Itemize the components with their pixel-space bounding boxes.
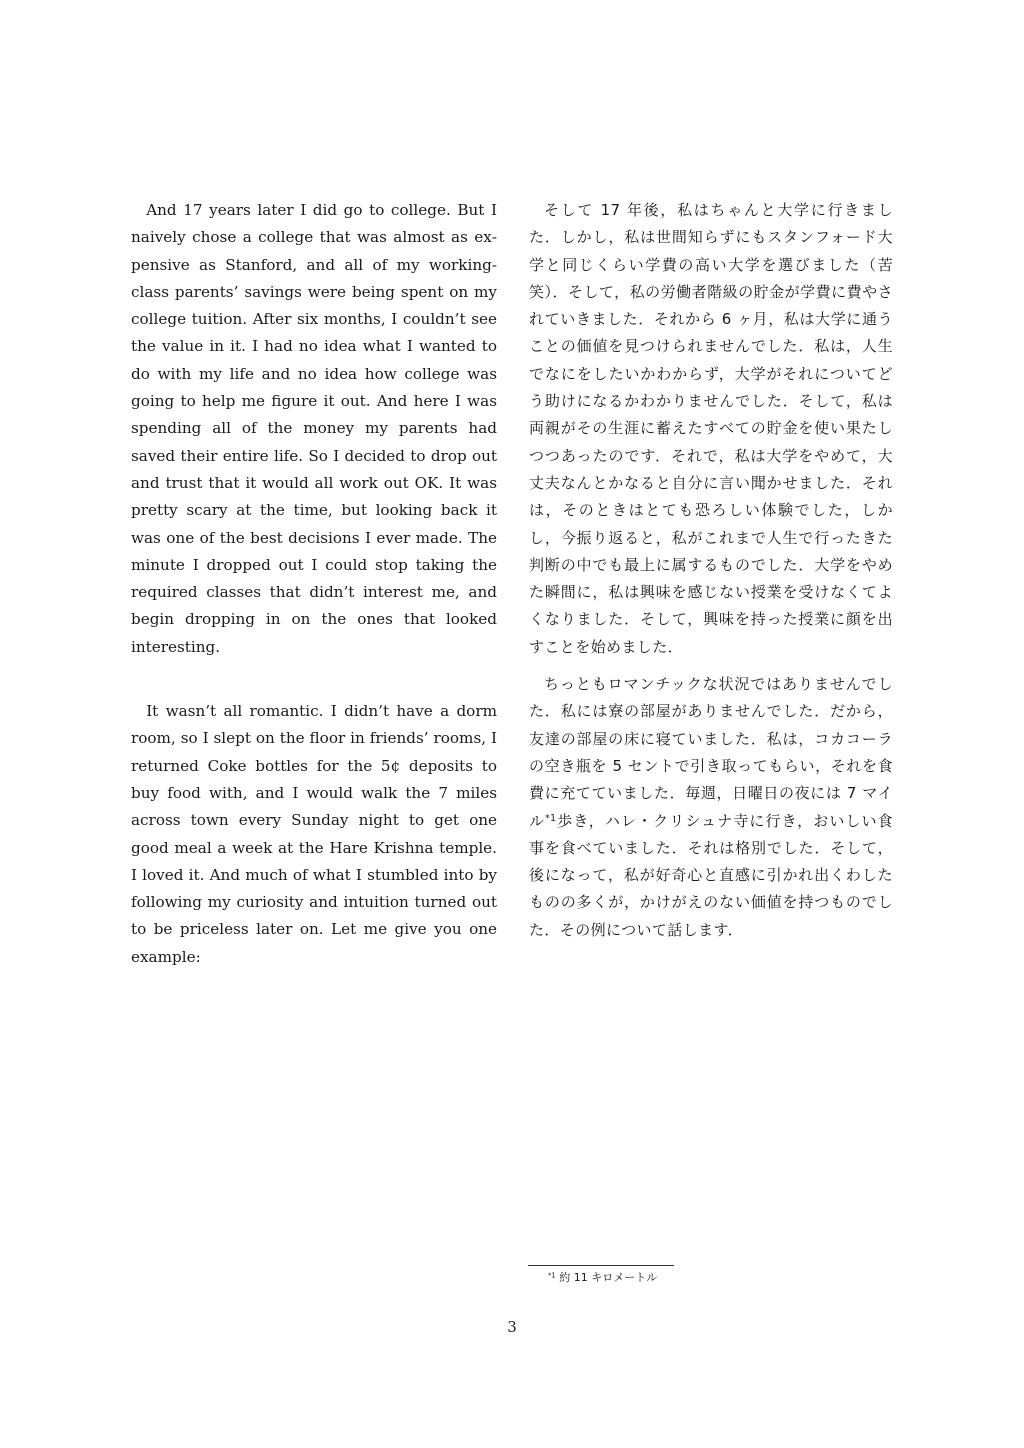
page-number: 3 <box>507 1318 517 1336</box>
english-column <box>131 197 497 971</box>
japanese-paragraph-2 <box>529 671 893 944</box>
footnote-reference[interactable]: *1 <box>545 812 557 824</box>
footnote <box>548 1270 657 1286</box>
japanese-paragraph-1: そして 17 年後，私はちゃんと大学に行きました．しかし，私は世間知らずにもスタンフォード大学と同じくらい学費の高い大学を選びました（苦笑）．そして，私の労働者階級の貯金が学費に費やされていきました．それから 6 ヶ月，私は大学に通うことの価値を見つけられませんでした．私は，人生でなにをしたいかわからず，大学がそれについてどう助けになるかわかりませんでした．そして，私は両親がその生涯に蓄えたすべての貯金を使い果たしつつあったのです．それで，私は大学をやめて，大丈夫なんとかなると自分に言い聞かせました．それは，そのときはとても恐ろしい体験でした，しかし，今振り返ると，私がこれまで人生で行ったきた判断の中でも最上に属するものでした．大学をやめた瞬間に，私は興味を感じない授業を受けなくてよくなりました．そして，興味を持った授業に顔を出すことを始めました． <box>529 201 893 656</box>
japanese-column <box>529 197 893 944</box>
footnote-mark: *1 <box>548 1271 556 1280</box>
footnote-text: 約 11 キロメートル <box>559 1271 658 1284</box>
english-paragraph-1: And 17 years later I did go to college. But I naively chose a college that was almost as expensive as Stanford, and all of my working-class parents’ savings were being spent on my college tuition. After six months, I couldn’t see the value in it. I had no idea what I wanted to do with my life and no idea how college was going to help me figure it out. And here I was spending all of the money my parents had saved their entire life. So I decided to drop out and trust that it would all work out OK. It was pretty scary at the time, but looking back it was one of the best decisions I ever made. The minute I dropped out I could stop taking the required classes that didn’t interest me, and begin dropping in on the ones that looked interesting. <box>131 201 497 656</box>
japanese-paragraph-2-part-1: ちっともロマンチックな状況ではありませんでした．私には寮の部屋がありませんでした．だから，友達の部屋の床に寝ていました．私は，コカコーラの空き瓶を 5 セントで引き取ってもらい，それを食費に充てていました．毎週，日曜日の夜には 7 マイル <box>529 675 893 830</box>
english-paragraph-2: It wasn’t all romantic. I didn’t have a dorm room, so I slept on the floor in friends’ rooms, I returned Coke bottles for the 5¢ deposits to buy food with, and I would walk the 7 miles across town every Sunday night to get one good meal a week at the Hare Krishna temple. I loved it. And much of what I stumbled into by following my curiosity and intuition turned out to be priceless later on. Let me give you one example: <box>131 702 497 966</box>
japanese-paragraph-2-part-2: 歩き，ハレ・クリシュナ寺に行き，おいしい食事を食べていました．それは格別でした．そして，後になって，私が好奇心と直感に引かれ出くわしたものの多くが，かけがえのない価値を持つものでした．その例について話します． <box>529 811 894 939</box>
footnote-rule <box>528 1265 674 1266</box>
